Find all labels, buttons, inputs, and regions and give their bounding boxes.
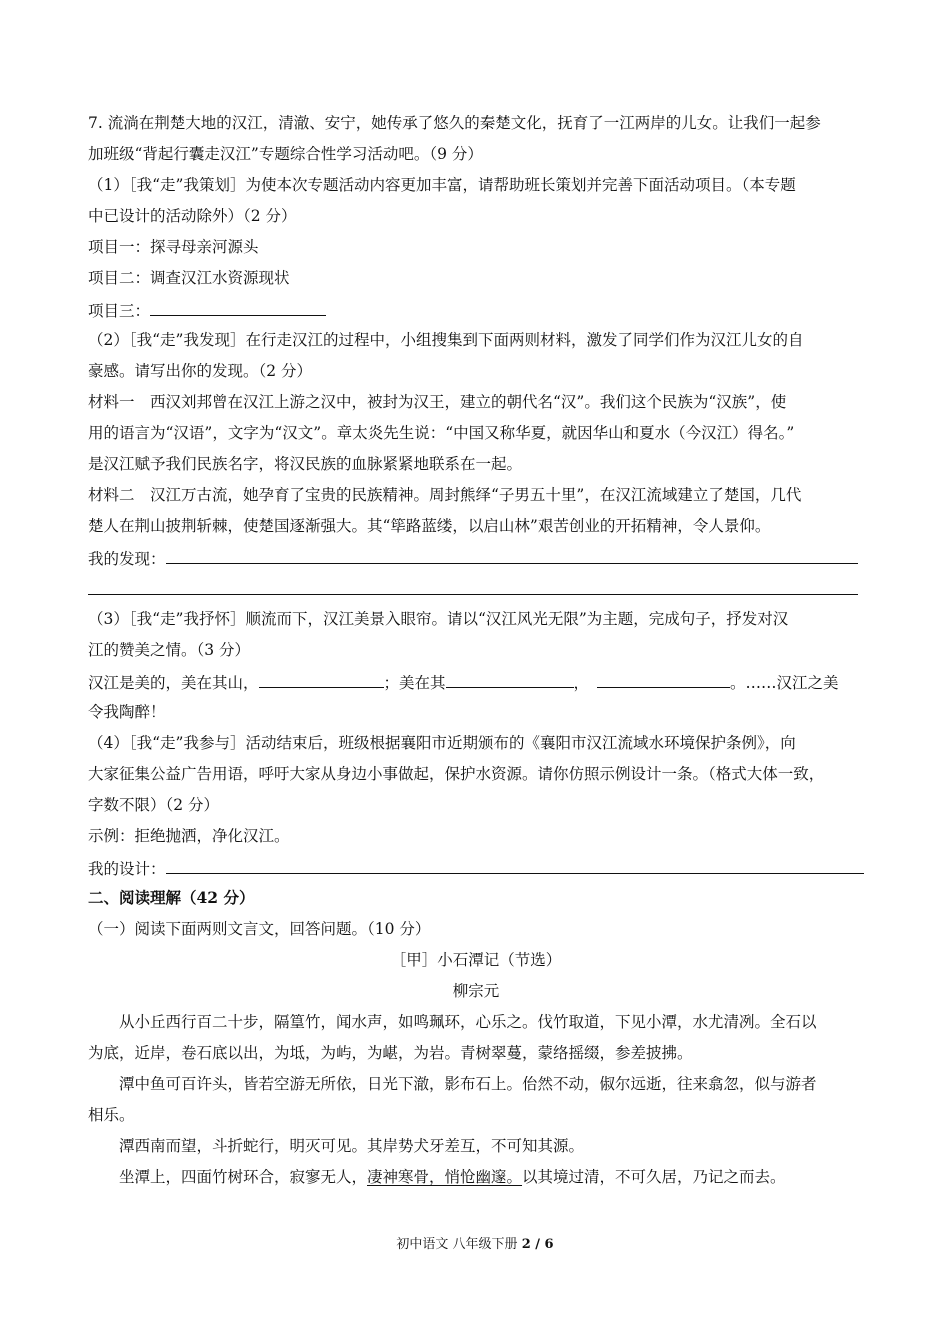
passage-para-2-line-1: 潭中鱼可百许头，皆若空游无所依，日光下澈，影布石上。佁然不动，俶尔远逝，往来翕忽，似与游者 [119,1075,817,1093]
section-2-sub-1: （一）阅读下面两则文言文，回答问题。（10 分） [88,920,431,938]
q7-intro-line-2: 加班级“背起行囊走汉江”专题综合性学习活动吧。（9 分） [88,145,483,163]
discovery-answer-line-1 [88,546,858,568]
passage-para-1-line-1: 从小丘西行百二十步，隔篁竹，闻水声，如鸣珮环，心乐之。伐竹取道，下见小潭，水尤清冽。全石以 [119,1013,817,1031]
material-1-line-2: 用的语言为“汉语”，文字为“汉文”。章太炎先生说：“中国又称华夏，就因华山和夏水（今汉江）得名。” [88,424,795,442]
q7-part2-line-2: 豪感。请写出你的发现。（2 分） [88,362,313,380]
material-1-line-3: 是汉江赋予我们民族名字，将汉民族的血脉紧紧地联系在一起。 [88,455,523,473]
q7-intro-line-1: 7. 流淌在荆楚大地的汉江，清澈、安宁，她传承了悠久的秦楚文化，抚育了一江两岸的儿女。让我们一起参 [88,114,821,132]
passage-para-4 [88,1166,786,1188]
sentence-blank-2[interactable] [446,670,574,688]
discovery-label: 我的发现： [88,550,166,568]
q7-part1-line-2: 中已设计的活动除外）（2 分） [88,207,297,225]
q7-part1-line-1: （1）［我“走”我策划］为使本次专题活动内容更加丰富，请帮助班长策划并完善下面活动项目。（本专题 [88,176,796,194]
project-item-1: 项目一：探寻母亲河源头 [88,238,259,256]
para-4-text-b: 以其境过清，不可久居，乃记之而去。 [522,1168,786,1186]
q7-part4-line-2: 大家征集公益广告用语，呼吁大家从身边小事做起，保护水资源。请你仿照示例设计一条。（格式大体一致， [88,765,825,783]
design-blank[interactable] [166,856,864,874]
discovery-blank-2[interactable] [88,577,858,595]
project-item-2: 项目二：调查汉江水资源现状 [88,269,290,287]
q7-part3-sentence-2: 令我陶醉！ [88,703,166,721]
page-footer [0,1236,950,1254]
passage-para-3: 潭西南而望，斗折蛇行，明灭可见。其岸势犬牙差互，不可知其源。 [119,1137,585,1155]
sentence-part-c: ， [573,674,590,692]
sentence-part-a: 汉江是美的，美在其山， [88,674,259,692]
sentence-blank-3[interactable] [597,670,730,688]
sentence-blank-1[interactable] [259,670,384,688]
q7-part2-line-1: （2）［我“走”我发现］在行走汉江的过程中，小组搜集到下面两则材料，激发了同学们作为汉江儿女的自 [88,331,804,349]
discovery-answer-line-2 [88,577,858,599]
footer-label: 初中语文 八年级下册 [396,1237,518,1252]
design-label: 我的设计： [88,860,166,878]
material-2-line-2: 楚人在荆山披荆斩棘，使楚国逐渐强大。其“筚路蓝缕，以启山林”艰苦创业的开拓精神，令人景仰。 [88,517,771,535]
page-number: 2 / 6 [521,1237,554,1252]
project-item-3 [88,298,326,320]
example-line: 示例：拒绝抛洒，净化汉江。 [88,827,290,845]
q7-part3-line-1: （3）［我“走”我抒怀］顺流而下，汉江美景入眼帘。请以“汉江风光无限”为主题，完成句子，抒发对汉 [88,610,789,628]
passage-para-1-line-2: 为底，近岸，卷石底以出，为坻，为屿，为嵁，为岩。青树翠蔓，蒙络摇缀，参差披拂。 [88,1044,693,1062]
sentence-part-d: 。……汉江之美 [730,674,839,692]
para-4-underlined-text: 凄神寒骨，悄怆幽邃。 [367,1168,523,1186]
section-2-heading: 二、阅读理解（42 分） [88,888,255,907]
q7-part3-sentence [88,670,839,692]
project-item-3-label: 项目三： [88,302,151,320]
passage-author: 柳宗元 [452,982,500,1000]
passage-title: ［甲］小石潭记（节选） [390,951,562,969]
passage-para-2-line-2: 相乐。 [88,1106,135,1124]
sentence-part-b: ；美在其 [383,674,446,692]
material-2-line-1: 材料二 汉江万古流，她孕育了宝贵的民族精神。周封熊绎“子男五十里”，在汉江流域建立了楚国，几代 [88,486,802,504]
discovery-blank-1[interactable] [166,546,858,564]
q7-part4-line-1: （4）［我“走”我参与］活动结束后，班级根据襄阳市近期颁布的《襄阳市汉江流域水环境保护条例》，向 [88,734,796,752]
q7-part3-line-2: 江的赞美之情。（3 分） [88,641,251,659]
q7-part4-line-3: 字数不限）（2 分） [88,796,220,814]
material-1-line-1: 材料一 西汉刘邦曾在汉江上游之汉中，被封为汉王，建立的朝代名“汉”。我们这个民族为“汉族”，使 [88,393,787,411]
project-item-3-blank[interactable] [150,298,326,316]
design-answer-line [88,856,864,878]
para-4-text-a: 坐潭上，四面竹树环合，寂寥无人， [119,1168,368,1186]
